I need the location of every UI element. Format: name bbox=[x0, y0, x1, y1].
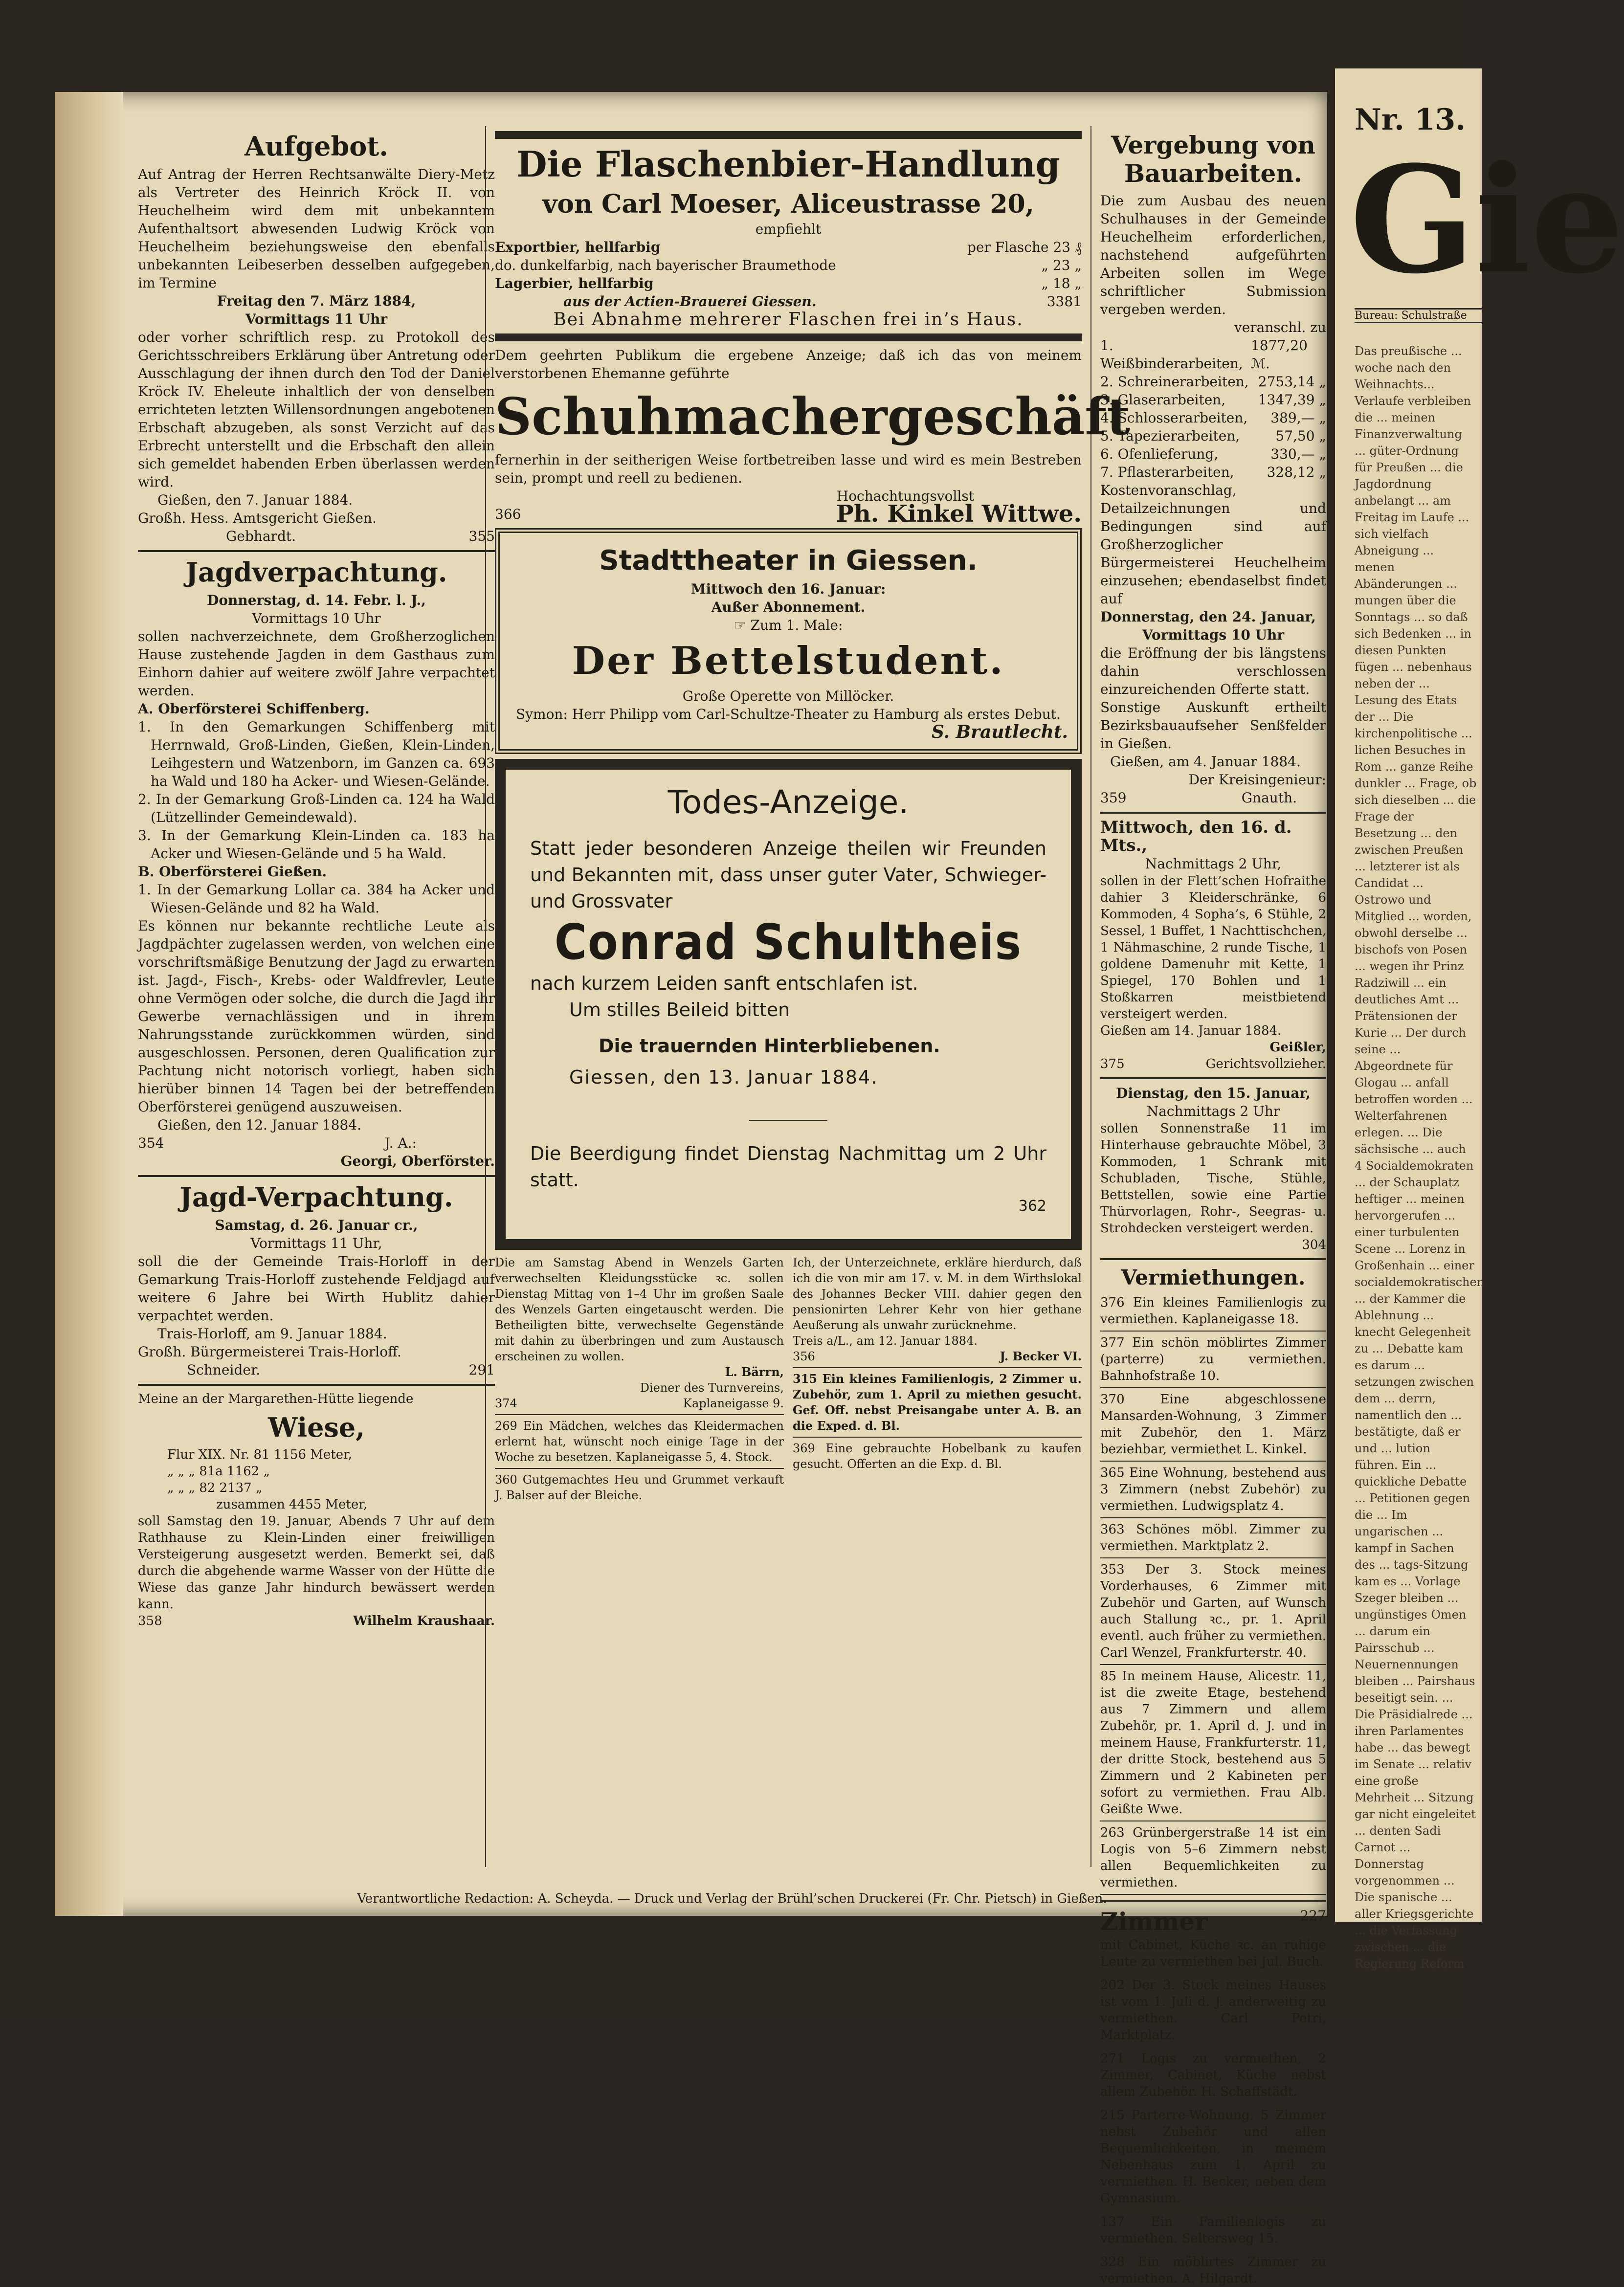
verg-text4: Sonstige Auskunft ertheilt Bezirksbauaufseher Senßfelder in Gießen. bbox=[1100, 699, 1326, 752]
small-ads bbox=[495, 1255, 1082, 1503]
flaschen-note: Bei Abnahme mehrerer Flaschen frei in’s Haus. bbox=[553, 310, 1023, 330]
price-value: „ 23 „ bbox=[1041, 257, 1082, 273]
mitt-name: Geißler, bbox=[1269, 1040, 1326, 1055]
price-row bbox=[495, 238, 1082, 256]
footer-imprint: Verantwortliche Redaction: A. Scheyda. — Druck und Verlag der Brühl’schen Druckerei (Fr. Chr. Pietsch) in Gießen. bbox=[357, 1891, 1107, 1906]
ad-girl: 269 Ein Mädchen, welches das Kleidermachen erlernt hat, wünscht noch einige Tage in der Woche zu besetzen. Kaplaneigasse 5, 4. Stock. bbox=[495, 1419, 784, 1464]
cost-value: 57,50 „ bbox=[1275, 428, 1326, 444]
mitt-num: 375 bbox=[1100, 1057, 1125, 1071]
jagd2-sign bbox=[138, 1361, 495, 1379]
verg-items bbox=[1100, 336, 1326, 481]
ad-retract-num: 356 bbox=[793, 1350, 815, 1363]
death-place: Giessen, den 13. Januar 1884. bbox=[569, 1066, 878, 1088]
column-left bbox=[138, 126, 495, 1867]
ad-retract-row bbox=[793, 1349, 1082, 1364]
divider bbox=[138, 1384, 495, 1386]
verg-text3: die Eröffnung der bis längstens dahin verschlossen einzureichenden Offerte statt. bbox=[1100, 645, 1326, 697]
jagd1-ia: J. A.: bbox=[384, 1135, 417, 1151]
wiese-flur: Flur XIX. Nr. 81 1156 Meter, bbox=[167, 1447, 352, 1462]
zimmer-num: 227 bbox=[1300, 1908, 1326, 1924]
verg-place: Gießen, am 4. Januar 1884. bbox=[1110, 754, 1301, 770]
jagd2-num: 291 bbox=[468, 1362, 495, 1378]
ad-clothes-name: L. Bärrn, bbox=[725, 1365, 784, 1379]
divider bbox=[749, 1120, 827, 1121]
death-burial: Die Beerdigung findet Dienstag Nachmittag um 2 Uhr statt. bbox=[530, 1143, 1046, 1191]
mitt-time: Nachmittags 2 Uhr, bbox=[1145, 856, 1282, 872]
aufgebot-place: Gießen, den 7. Januar 1884. bbox=[157, 492, 353, 508]
wiese-flur: „ „ „ 81a 1162 „ bbox=[167, 1464, 270, 1479]
divider bbox=[1100, 2103, 1326, 2104]
cost-item bbox=[1100, 427, 1326, 445]
jagd1-text: sollen nachverzeichnete, dem Großherzoglichen Hause zustehende Jagden in dem Gasthaus zum Einhorn dahier auf weitere zwölf Jahre verpachtet werden. bbox=[138, 628, 495, 699]
dien-time: Nachmittags 2 Uhr bbox=[1146, 1103, 1280, 1119]
hand-pointer-icon: ☞ bbox=[734, 617, 751, 633]
dien-num: 304 bbox=[1302, 1238, 1326, 1252]
ad-clothes-num: 374 bbox=[495, 1397, 517, 1410]
rental-ad: 353 Der 3. Stock meines Vorderhauses, 6 Zimmer mit Zubehör und Garten, auf Wunsch auch Stallung ꝛc., pr. 1. April eventl. auch früher zu vermiethen. Carl Wenzel, Frankfurterstr. 40. bbox=[1100, 1562, 1326, 1660]
rental-ad: 215 Parterre-Wohnung, 5 Zimmer nebst Zubehör und allen Bequemlichkeiten, in meinem Nebenhaus zum 1. April zu vermiethen. H. Becker, neben dem Gymnasium. bbox=[1100, 2108, 1326, 2206]
cost-label: 5. Tapezierarbeiten, bbox=[1100, 428, 1240, 444]
mitt-place: Gießen am 14. Januar 1884. bbox=[1100, 1023, 1282, 1038]
divider bbox=[1100, 1461, 1326, 1462]
cost-label: 2. Schreinerarbeiten, bbox=[1100, 374, 1249, 390]
divider bbox=[1100, 2046, 1326, 2047]
cost-value: 2753,14 „ bbox=[1258, 374, 1326, 390]
jagd2-name: Schneider. bbox=[187, 1362, 261, 1378]
flaschen-rec: empfiehlt bbox=[755, 221, 822, 237]
cost-value: 1877,20 ℳ. bbox=[1251, 337, 1308, 372]
cost-value: 328,12 „ bbox=[1267, 464, 1326, 480]
rental-ad: 137 Ein Familienlogis zu vermiethen. Seltersweg 15. bbox=[1100, 2215, 1326, 2246]
mitt-date: Mittwoch, den 16. d. Mts., bbox=[1100, 818, 1292, 855]
rental-ad: 370 Eine abgeschlossene Mansarden-Wohnung, 3 Zimmer mit Zubehör, den 1. März beziehbar, vermiethet L. Kinkel. bbox=[1100, 1392, 1326, 1457]
theater-play: Der Bettelstudent. bbox=[572, 639, 1005, 683]
theater-abo: Außer Abonnement. bbox=[711, 599, 866, 615]
price-label: Lagerbier, hellfarbig bbox=[495, 275, 654, 291]
small-ads-right bbox=[793, 1255, 1082, 1503]
verg-name: Gnauth. bbox=[1241, 790, 1297, 806]
jagd1-title: Jagdverpachtung. bbox=[185, 556, 447, 588]
jagd2-text: soll die der Gemeinde Trais-Horloff in der Gemarkung Trais-Horloff zustehende Feldjagd auf weitere 6 Jahre bei Wirth Hublitz dahier verpachtet werden. bbox=[138, 1253, 495, 1324]
aufgebot-text2: oder vorher schriftlich resp. zu Protokoll des Gerichtsschreibers Erklärung über Antretung oder Ausschlagung der ihnen durch den Tod der Daniel Kröck IV. Eheleute inhaltlich der von denselben errichteten letzten Willensordnungen angebotenen Erbschaft abzugeben, als sonst Verzicht auf das Erbrecht unterstellt und die Erbschaft den allein sich gemeldet habenden Erben überlassen werden wird. bbox=[138, 329, 495, 490]
next-page-number: Nr. 13. bbox=[1355, 103, 1466, 137]
verg-text2: Kostenvoranschlag, Detailzeichnungen und Bedingungen sind auf Großherzoglicher Bürgermeisterei Heuchelheim einzusehen; ebendaselbst findet auf bbox=[1100, 482, 1326, 607]
flaschen-num: 3381 bbox=[1046, 293, 1082, 310]
cost-item bbox=[1100, 463, 1326, 481]
zimmer-items bbox=[1100, 1973, 1326, 2287]
cost-label: 3. Glaserarbeiten, bbox=[1100, 392, 1226, 408]
cost-value: 389,— „ bbox=[1270, 410, 1326, 426]
death-num: 362 bbox=[1018, 1198, 1046, 1215]
dien-date: Dienstag, den 15. Januar, bbox=[1116, 1085, 1311, 1101]
divider bbox=[1100, 2250, 1326, 2251]
wiese-flur: „ „ „ 82 2137 „ bbox=[167, 1481, 263, 1495]
cost-item bbox=[1100, 409, 1326, 427]
divider bbox=[495, 333, 1082, 341]
mitt-role: Gerichtsvollzieher. bbox=[1205, 1057, 1326, 1071]
cost-label: 6. Ofenlieferung, bbox=[1100, 446, 1219, 462]
schuh-title: Schuhmachergeschäft bbox=[495, 386, 1131, 446]
ad-retract: Ich, der Unterzeichnete, erkläre hierdurch, daß ich die von mir am 17. v. M. in dem Wirthslokal des Johannes Becker VIII. dahier gegen den pensionirten Lehrer Kehr von hier gethane Aeußerung als unwahr zurücknehme. bbox=[793, 1256, 1082, 1332]
price-label: do. dunkelfarbig, nach bayerischer Braumethode bbox=[495, 257, 836, 273]
ad-retract-name: J. Becker VI. bbox=[1000, 1349, 1082, 1363]
divider bbox=[1100, 812, 1326, 814]
jagd1-section-a: A. Oberförsterei Schiffenberg. bbox=[138, 701, 370, 717]
jagd2-title: Jagd-Verpachtung. bbox=[179, 1181, 453, 1213]
divider bbox=[1100, 1664, 1326, 1665]
jagd1-name: Georgi, Oberförster. bbox=[340, 1153, 495, 1169]
rental-ad: 271 Logis zu vermiethen, 2 Zimmer, Cabinet, Küche nebst allem Zubehör. H. Schaffstädt. bbox=[1100, 2051, 1326, 2099]
death-text: Statt jeder besonderen Anzeige theilen wir Freunden und Bekannten mit, dass unser guter Vater, Schwieger- und Grossvater bbox=[530, 838, 1046, 912]
aufgebot-sign bbox=[138, 527, 495, 545]
wiese-name: Wilhelm Kraushaar. bbox=[353, 1614, 495, 1628]
price-value: per Flasche 23 ₰ bbox=[967, 239, 1082, 255]
schuh-num: 366 bbox=[495, 506, 521, 522]
verg-role: Der Kreisingenieur: bbox=[1188, 772, 1326, 788]
column-right bbox=[1096, 126, 1326, 2286]
zimmer-title: Zimmer bbox=[1100, 1907, 1208, 1936]
jagd1-sign-row bbox=[138, 1134, 495, 1152]
jagd2-date: Samstag, d. 26. Januar cr., bbox=[215, 1217, 418, 1233]
divider bbox=[495, 1468, 784, 1469]
mitt-text: sollen in der Flett’schen Hofraithe dahier 3 Kleiderschränke, 6 Kommoden, 4 Sopha’s, 6 Stühle, 2 Sessel, 1 Buffet, 1 Nachttischchen, 1 Nähmaschine, 2 runde Tische, 1 goldene Damenuhr mit Kette, 1 Spiegel, 170 Bohlen und 1 Stoßkarren meistbietend versteigert werden. bbox=[1100, 874, 1326, 1021]
jagd1-item: 1. In der Gemarkung Lollar ca. 384 ha Acker und Wiesen-Gelände und 82 ha Wald. bbox=[138, 882, 495, 916]
jagd1-time: Vormittags 10 Uhr bbox=[252, 610, 381, 626]
theater-first-label: Zum 1. Male: bbox=[750, 617, 843, 633]
jagd2-office: Großh. Bürgermeisterei Trais-Horloff. bbox=[138, 1344, 401, 1360]
death-text2: nach kurzem Leiden sanft entschlafen ist. bbox=[530, 973, 918, 994]
schuh-greet: Hochachtungsvollst bbox=[836, 488, 974, 504]
wiese-num: 358 bbox=[138, 1614, 162, 1628]
verg-title: Vergebung von Bauarbeiten. bbox=[1111, 131, 1315, 188]
aufgebot-date: Freitag den 7. März 1884, bbox=[217, 293, 416, 309]
jagd1-item: 1. In den Gemarkungen Schiffenberg mit Herrnwald, Groß-Linden, Gießen, Klein-Linden, Leihgestern und Watzenborn, im Ganzen ca. 693 ha Wald und 180 ha Acker- und Wiesen-Gelände. bbox=[138, 719, 495, 789]
rental-ad: 363 Schönes möbl. Zimmer zu vermiethen. Marktplatz 2. bbox=[1100, 1522, 1326, 1554]
wiese-text: soll Samstag den 19. Januar, Abends 7 Uhr auf dem Rathhause zu Klein-Linden einer freiwilligen Versteigerung ausgesetzt werden. Bemerkt sei, daß durch die abgehende warme Wasser von der Hütte die Wiese das ganze Jahr hindurch bewässert werden kann. bbox=[138, 1514, 495, 1612]
ad-workbench: 369 Eine gebrauchte Hobelbank zu kaufen gesucht. Offerten an die Exp. d. Bl. bbox=[793, 1442, 1082, 1471]
divider bbox=[793, 1437, 1082, 1438]
rental-ad: 263 Grünbergerstraße 14 ist ein Logis von 5–6 Zimmern nebst allen Bequemlichkeiten zu vermiethen. bbox=[1100, 1825, 1326, 1890]
ad-family-logis: 315 Ein kleines Familienlogis, 2 Zimmer u. Zubehör, zum 1. April zu miethen gesucht. Gef. Off. nebst Preisangabe unter A. B. an die Exped. d. Bl. bbox=[793, 1372, 1082, 1433]
jagd1-item: 3. In der Gemarkung Klein-Linden ca. 183 ha Acker und Wiesen-Gelände und 5 ha Wald. bbox=[138, 827, 495, 862]
divider bbox=[1100, 1973, 1326, 1974]
next-page-masthead: Gie bbox=[1350, 133, 1624, 306]
cost-item bbox=[1100, 373, 1326, 391]
aufgebot-name: Gebhardt. bbox=[226, 528, 296, 544]
rental-ad: 376 Ein kleines Familienlogis zu vermiethen. Kaplaneigasse 18. bbox=[1100, 1295, 1326, 1327]
cost-item bbox=[1100, 445, 1326, 463]
next-page-text: Das preußische ... woche nach den Weihnachts... Verlaufe verbleiben die ... meinen Finanzverwaltung ... güter-Ordnung für Preußen ... die Jagdordnung anbelangt ... am Freitag im Laufe ... sich vielfach Abneigung ... menen Abänderungen ... mungen über die Sonntags ... so daß sich Bedenken ... in diesen Punkten fügen ... nebenhaus neben der ... Lesung des Etats der ... Die kirchenpolitische ... lichen Besuches in Rom ... ganze Reihe dunkler ... Frage, ob sich dieselben ... die Frage der Besetzung ... den zwischen Preußen ... letzterer ist als Candidat ... Ostrowo und Mitglied ... worden, obwohl derselbe ... bischofs von Posen ... wegen ihr Prinz Radziwill ... ein deutliches Amt ... Prätensionen der Kurie ... Der durch seine ... Abgeordnete für Glogau ... anfall betroffen worden ... Welterfahrenen erlegen. ... Die sächsische ... auch 4 Socialdemokraten ... der Schauplatz heftiger ... meinen hervorgerufen ... einer turbulenten Scene ... Lorenz in Großenhain ... einer socialdemokratischen ... der Kammer die Ablehnung ... knecht Gelegenheit zu ... Debatte kam es darum ... setzungen zwischen dem ... derrn, namentlich den ... bestätigte, daß er und ... lution führen. Ein ... quickliche Debatte ... Petitionen gegen die ... Im ungarischen ... kampf in Sachen des ... tags-Sitzung kam es ... Vorlage Szeger bleiben ... ungünstiges Omen ... darum ein Pairsschub ... Neuernennungen bleiben ... Pairshaus beseitigt sein. ... Die Präsidialrede ... ihren Parlamentes habe ... das bewegt im Senate ... relativ eine große Mehrheit ... Sitzung gar nicht eingeleitet ... denten Sadi Carnot ... Donnerstag vorgenommen ... Die spanische ... aller Kriegsgerichte ... die Verfassung zwischen ... die Regierung Reform bbox=[1355, 344, 1485, 1971]
schuh-sign-row bbox=[495, 500, 1082, 528]
theater-date: Mittwoch den 16. Januar: bbox=[690, 581, 886, 597]
price-row bbox=[495, 256, 1082, 274]
ad-clothes-row bbox=[495, 1396, 784, 1411]
ad-clothes-role: Diener des Turnvereins, bbox=[640, 1381, 784, 1395]
cost-label: 1. Weißbinderarbeiten, bbox=[1100, 337, 1243, 372]
schuh-sig: Ph. Kinkel Wittwe. bbox=[836, 500, 1082, 528]
theater-desc: Große Operette von Millöcker. bbox=[682, 688, 894, 704]
jagd1-section-b: B. Oberförsterei Gießen. bbox=[138, 864, 327, 880]
verg-header: veranschl. zu bbox=[1234, 319, 1326, 335]
price-label: Exportbier, hellfarbig bbox=[495, 239, 661, 255]
rental-ad: 365 Eine Wohnung, bestehend aus 3 Zimmern (nebst Zubehör) zu vermiethen. Ludwigsplatz 4. bbox=[1100, 1465, 1326, 1513]
verm-items bbox=[1100, 1294, 1326, 1895]
rental-ad: 85 In meinem Hause, Alicestr. 11, ist die zweite Etage, bestehend aus 7 Zimmern und allem Zubehör, pr. 1. April d. J. und in meinem Hause, Frankfurterstr. 11, der dritte Stock, bestehend aus 5 Zimmern und 2 Kabineten per sofort zu vermiethen. Frau Alb. Geißte Wwe. bbox=[1100, 1669, 1326, 1817]
jagd2-time: Vormittags 11 Uhr, bbox=[250, 1235, 382, 1251]
price-value: „ 18 „ bbox=[1041, 275, 1082, 291]
jagd1-date: Donnerstag, d. 14. Febr. l. J., bbox=[207, 592, 426, 608]
wiese-sign bbox=[138, 1613, 495, 1629]
ad-clothes-addr: Kaplaneigasse 9. bbox=[683, 1397, 784, 1410]
jagd1-num: 354 bbox=[138, 1135, 164, 1151]
divider bbox=[1100, 1387, 1326, 1388]
jagd1-text2: Es können nur bekannte rechtliche Leute als Jagdpächter zugelassen werden, von welchen eine vorschriftsmäßige Benutzung der Jagd zu erwarten ist. Jagd-, Fisch-, Krebs- oder Waldfrevler, Leute ohne Vermögen oder solche, die durch die Jagd ihr Gewerbe vernachlässigen und in ihrem Nahrungsstande zurückkommen würden, sind ausgeschlossen. Personen, deren Qualification zur Pachtung nicht notorisch vorliegt, haben sich hierüber binnen 14 Tagen bei der betreffenden Oberförsterei genügend auszuweisen. bbox=[138, 918, 495, 1115]
deceased-name: Conrad Schultheis bbox=[554, 913, 1023, 971]
divider bbox=[1100, 1077, 1326, 1079]
top-rule bbox=[495, 131, 1082, 139]
ad-retract-place: Treis a/L., am 12. Januar 1884. bbox=[793, 1334, 978, 1348]
verg-num: 359 bbox=[1100, 790, 1127, 806]
divider bbox=[138, 550, 495, 552]
jagd1-item: 2. In der Gemarkung Groß-Linden ca. 124 ha Wald (Lützellinder Gemeindewald). bbox=[138, 791, 495, 825]
price-row bbox=[495, 274, 1082, 292]
rental-ad: 377 Ein schön möblirtes Zimmer (parterre) zu vermiethen. Bahnhofstraße 10. bbox=[1100, 1335, 1326, 1383]
cost-item bbox=[1100, 391, 1326, 409]
divider bbox=[1100, 1258, 1326, 1260]
death-title: Todes-Anzeige. bbox=[667, 783, 909, 821]
theater-first bbox=[509, 616, 1068, 634]
wiese-title: Wiese, bbox=[267, 1412, 365, 1443]
flaschen-title: Die Flaschenbier-Handlung bbox=[516, 143, 1060, 185]
verg-time: Vormittags 10 Uhr bbox=[1142, 627, 1285, 643]
small-ads-left bbox=[495, 1255, 784, 1503]
next-page-bureau: Bureau: Schulstraße bbox=[1355, 308, 1482, 323]
verm-title: Vermiethungen. bbox=[1121, 1266, 1306, 1289]
divider bbox=[138, 1175, 495, 1177]
aufgebot-title: Aufgebot. bbox=[244, 131, 389, 162]
divider bbox=[1100, 1557, 1326, 1558]
dien-text: sollen Sonnenstraße 11 im Hinterhause gebrauchte Möbel, 3 Kommoden, 1 Schrank mit Schubladen, Tische, Stühle, Bettstellen, sowie eine Partie Thürvorlagen, Rohr-, Seegras- u. Strohdecken versteigert werden. bbox=[1100, 1121, 1326, 1236]
aufgebot-time: Vormittags 11 Uhr bbox=[245, 311, 388, 327]
verg-date: Donnerstag, den 24. Januar, bbox=[1100, 609, 1316, 625]
divider bbox=[495, 1414, 784, 1415]
cost-label: 4. Schlosserarbeiten, bbox=[1100, 410, 1248, 426]
theater-ad bbox=[495, 528, 1082, 754]
death-family: Die trauernden Hinterbliebenen. bbox=[599, 1035, 940, 1057]
aufgebot-text: Auf Antrag der Herren Rechtsanwälte Diery-Metz als Vertreter des Heinrich Kröck II. von Heuchelheim wird dem mit unbekanntem Aufenthaltsort abwesenden Ludwig Kröck von Heuchelheim beziehungsweise den ebenfalls unbekannten Leibeserben desselben aufgegeben, im Termine bbox=[138, 166, 495, 291]
wiese-sum: zusammen 4455 Meter, bbox=[216, 1497, 368, 1512]
verg-sign bbox=[1100, 789, 1326, 807]
theater-cast: Symon: Herr Philipp vom Carl-Schultze-Theater zu Hamburg als erstes Debut. bbox=[516, 706, 1061, 722]
theater-title: Stadttheater in Giessen. bbox=[599, 545, 978, 577]
aufgebot-num: 355 bbox=[468, 528, 495, 544]
death-ask: Um stilles Beileid bitten bbox=[569, 999, 790, 1021]
cost-item bbox=[1100, 336, 1326, 373]
aufgebot-court: Großh. Hess. Amtsgericht Gießen. bbox=[138, 510, 377, 526]
divider bbox=[1100, 1517, 1326, 1518]
zimmer-text: mit Cabinet, Küche ꝛc. an ruhige Leute zu vermiethen bei Jul. Buch. bbox=[1100, 1938, 1326, 1969]
wiese-intro: Meine an der Margarethen-Hütte liegende bbox=[138, 1392, 414, 1406]
ad-hay: 360 Gutgemachtes Heu und Grummet verkauft J. Balser auf der Bleiche. bbox=[495, 1473, 784, 1502]
newspaper-page bbox=[55, 92, 1327, 2286]
divider bbox=[1100, 1331, 1326, 1332]
jagd1-place: Gießen, den 12. Januar 1884. bbox=[157, 1117, 361, 1133]
theater-director: S. Brautlecht. bbox=[931, 722, 1068, 742]
verg-text: Die zum Ausbau des neuen Schulhauses in der Gemeinde Heuchelheim erforderlichen, nachstehend aufgeführten Arbeiten sollen im Wege schriftlicher Submission vergeben werden. bbox=[1100, 193, 1326, 317]
death-notice bbox=[495, 759, 1082, 1250]
cost-value: 1347,39 „ bbox=[1258, 392, 1326, 408]
rental-ad: 328 Ein möblirtes Zimmer zu vermiethen. A. Hilgardt. bbox=[1100, 2255, 1326, 2286]
schuh-text: fernerhin in der seitherigen Weise fortbetreiben lasse und wird es mein Bestreben sein, prompt und reell zu bedienen. bbox=[495, 452, 1082, 486]
zimmer-title-row bbox=[1100, 1907, 1326, 1937]
divider bbox=[1100, 2210, 1326, 2211]
mitt-sign bbox=[1100, 1056, 1326, 1072]
brewery: aus der Actien-Brauerei Giessen. bbox=[563, 293, 817, 310]
cost-label: 7. Pflasterarbeiten, bbox=[1100, 464, 1234, 480]
jagd2-place: Trais-Horloff, am 9. Januar 1884. bbox=[157, 1326, 387, 1342]
schuh-intro: Dem geehrten Publikum die ergebene Anzeige; daß ich das von meinem verstorbenen Ehemanne geführte bbox=[495, 347, 1082, 381]
brewery-row bbox=[495, 292, 1082, 311]
book-spine bbox=[55, 92, 123, 1916]
cost-value: 330,— „ bbox=[1270, 446, 1326, 462]
divider bbox=[793, 1367, 1082, 1368]
adjacent-page bbox=[1335, 68, 1624, 1971]
rental-ad: 202 Der 3. Stock meines Hauses ist vom 1. Juli d. J. anderweitig zu vermiethen. Carl Petri, Marktplatz. bbox=[1100, 1978, 1326, 2043]
ad-clothes: Die am Samstag Abend in Wenzels Garten verwechselten Kleidungsstücke ꝛc. sollen Dienstag Mittag von 1–4 Uhr im großen Saale des Wenzels Garten eingetauscht werden. Die Betheiligten bitte, verwechselte Gegenstände mit dahin zu überbringen und zum Austausch erscheinen zu wollen. bbox=[495, 1256, 784, 1363]
flaschen-from: von Carl Moeser, Aliceustrasse 20, bbox=[542, 189, 1034, 219]
